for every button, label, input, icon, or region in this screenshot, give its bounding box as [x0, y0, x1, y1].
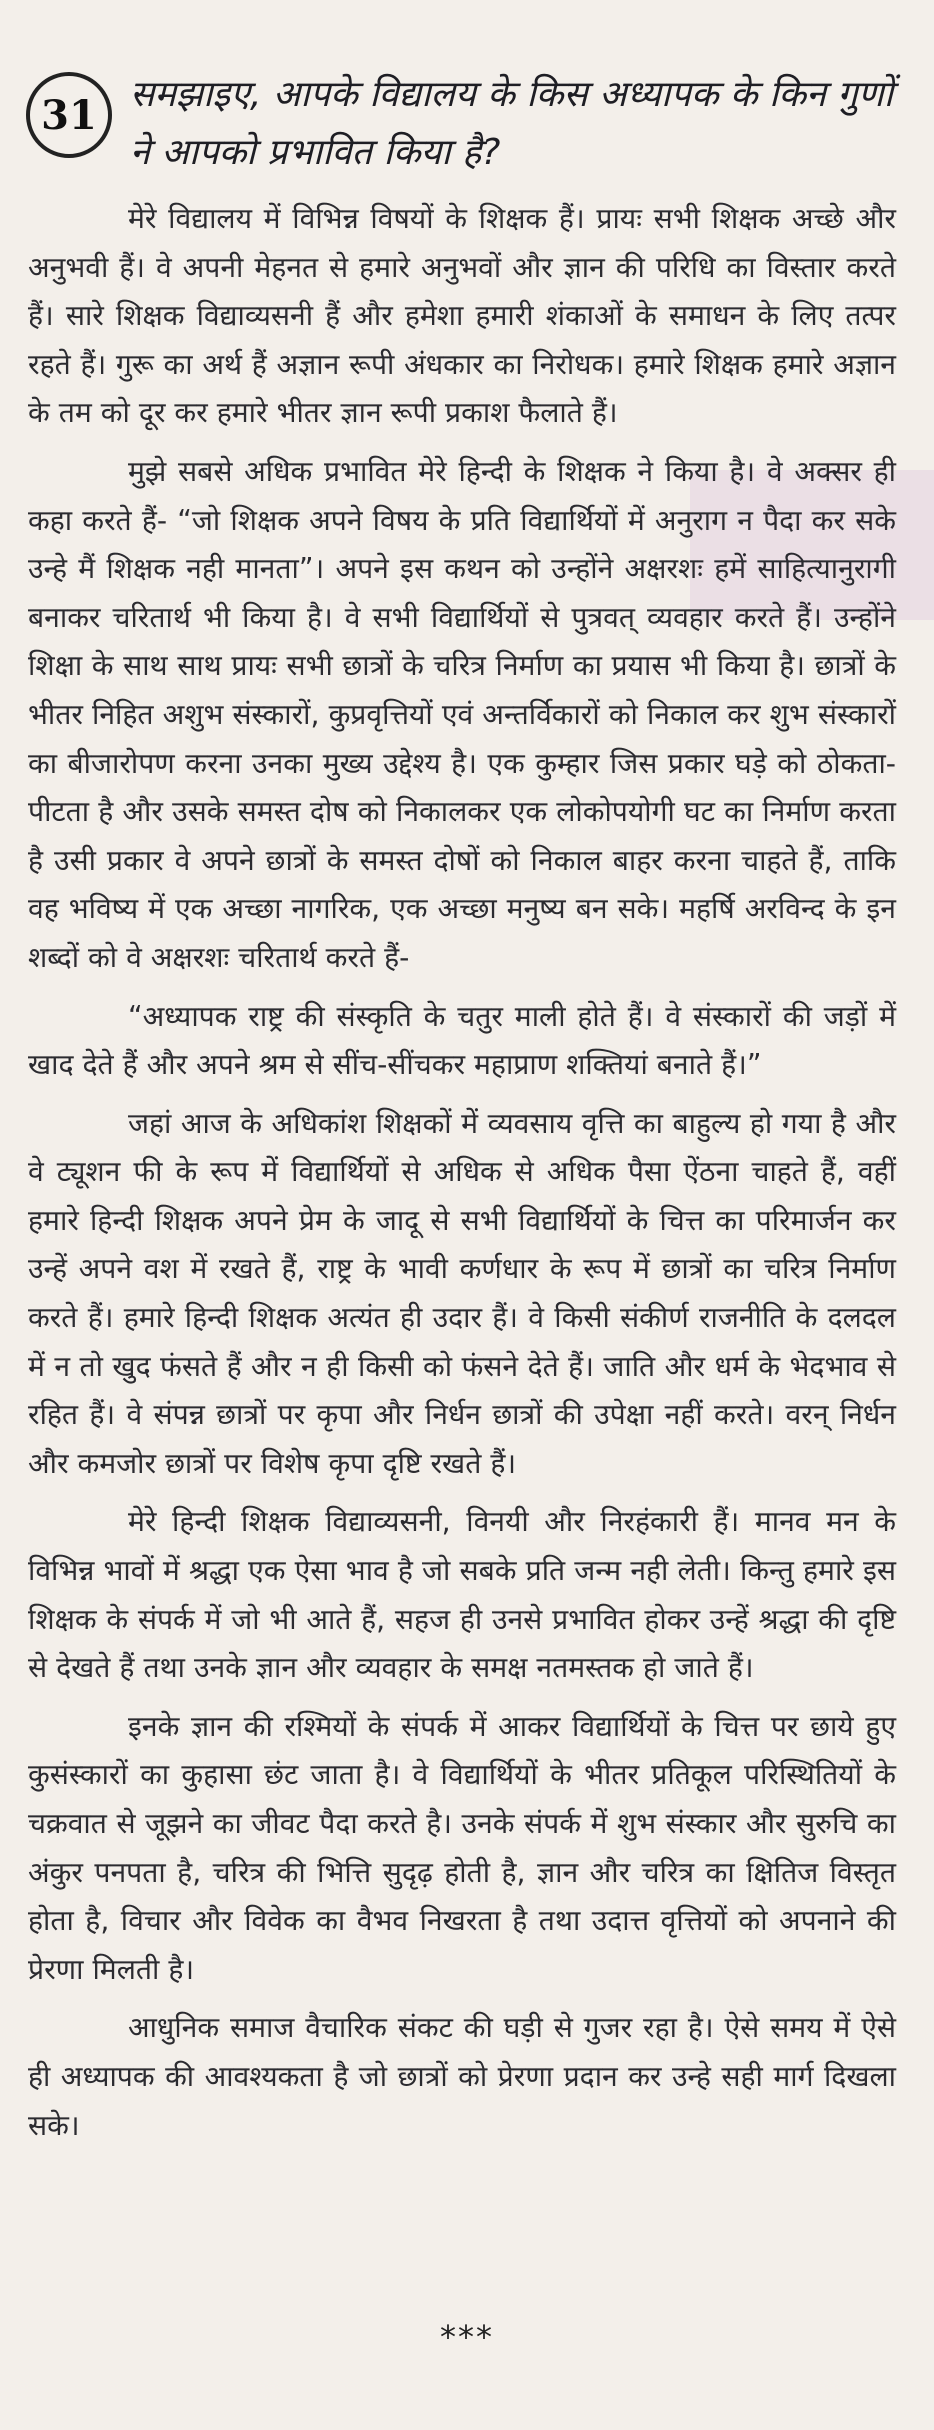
- paragraph-intro: मेरे विद्यालय में विभिन्न विषयों के शिक्षक हैं। प्रायः सभी शिक्षक अच्छे और अनुभवी हैं। वे अपनी मेहनत से हमारे अनुभवों और ज्ञान की परिधि का विस्तार करते हैं। सारे शिक्षक विद्याव्यसनी हैं और हमेशा हमारी शंकाओं के समाधन के लिए तत्पर रहते हैं। गुरू का अर्थ हैं अज्ञान रूपी अंधकार का निरोधक। हमारे शिक्षक हमारे अज्ञान के तम को दूर कर हमारे भीतर ज्ञान रूपी प्रकाश फैलाते हैं।: [28, 202, 896, 430]
- footer-ornament: ***: [440, 2318, 494, 2356]
- answer-body: [28, 195, 896, 2160]
- paragraph-humility: मेरे हिन्दी शिक्षक विद्याव्यसनी, विनयी और निरहंकारी हैं। मानव मन के विभिन्न भावों में श्रद्धा एक ऐसा भाव है जो सबके प्रति जन्म नही लेती। किन्तु हमारे इस शिक्षक के संपर्क में जो भी आते हैं, सहज ही उनसे प्रभावित होकर उन्हें श्रद्धा की दृष्टि से देखते हैं तथा उनके ज्ञान और व्यवहार के समक्ष नतमस्तक हो जाते हैं।: [28, 1505, 896, 1685]
- paragraph-hindi-teacher: मुझे सबसे अधिक प्रभावित मेरे हिन्दी के शिक्षक ने किया है। वे अक्सर ही कहा करते हैं- “जो शिक्षक अपने विषय के प्रति विद्यार्थियों में अनुराग न पैदा कर सके उन्हे मैं शिक्षक नही मानता”। अपने इस कथन को उन्होंने अक्षरशः हमें साहित्यानुरागी बनाकर चरितार्थ भी किया है। वे सभी विद्यार्थियों से पुत्रवत् व्यवहार करते हैं। उन्होंने शिक्षा के साथ साथ प्रायः सभी छात्रों के चरित्र निर्माण का प्रयास भी किया है। छात्रों के भीतर निहित अशुभ संस्कारों, कुप्रवृत्तियों एवं अन्तर्विकारों को निकाल कर शुभ संस्कारों का बीजारोपण करना उनका मुख्य उद्देश्य है। एक कुम्हार जिस प्रकार घड़े को ठोकता-पीटता है और उसके समस्त दोष को निकालकर एक लोकोपयोगी घट का निर्माण करता है उसी प्रकार वे अपने छात्रों के समस्त दोषों को निकाल बाहर करना चाहते हैं, ताकि वह भविष्य में एक अच्छा नागरिक, एक अच्छा मनुष्य बन सके। महर्षि अरविन्द के इन शब्दों को वे अक्षरशः चरितार्थ करते हैं-: [28, 454, 896, 974]
- paragraph-qualities: जहां आज के अधिकांश शिक्षकों में व्यवसाय वृत्ति का बाहुल्य हो गया है और वे ट्यूशन फी के रूप में विद्यार्थियों से अधिक से अधिक पैसा ऐंठना चाहते हैं, वहीं हमारे हिन्दी शिक्षक अपने प्रेम के जादू से सभी विद्यार्थियों के चित्त का परिमार्जन कर उन्हें अपने वश में रखते हैं, राष्ट्र के भावी कर्णधार के रूप में छात्रों का चरित्र निर्माण करते हैं। हमारे हिन्दी शिक्षक अत्यंत ही उदार हैं। वे किसी संकीर्ण राजनीति के दलदल में न तो खुद फंसते हैं और न ही किसी को फंसने देते हैं। जाति और धर्म के भेदभाव से रहित हैं। वे संपन्न छात्रों पर कृपा और निर्धन छात्रों की उपेक्षा नहीं करते। वरन् निर्धन और कमजोर छात्रों पर विशेष कृपा दृष्टि रखते हैं।: [28, 1106, 896, 1480]
- question-number-badge: [26, 72, 112, 158]
- paragraph-conclusion: आधुनिक समाज वैचारिक संकट की घड़ी से गुजर रहा है। ऐसे समय में ऐसे ही अध्यापक की आवश्यकता है जो छात्रों को प्रेरणा प्रदान कर उन्हे सही मार्ग दिखला सके।: [28, 2011, 896, 2142]
- question-heading: समझाइए, आपके विद्यालय के किस अध्यापक के किन गुणों ने आपको प्रभावित किया है?: [130, 74, 894, 173]
- paragraph-influence: इनके ज्ञान की रश्मियों के संपर्क में आकर विद्यार्थियों के चित्त पर छाये हुए कुसंस्कारों का कुहासा छंट जाता है। वे विद्यार्थियों के भीतर प्रतिकूल परिस्थितियों के चक्रवात से जूझने का जीवट पैदा करते है। उनके संपर्क में शुभ संस्कार और सुरुचि का अंकुर पनपता है, चरित्र की भित्ति सुदृढ़ होती है, ज्ञान और चरित्र का क्षितिज विस्तृत होता है, विचार और विवेक का वैभव निखरता है तथा उदात्त वृत्तियों को अपनाने की प्रेरणा मिलती है।: [28, 1709, 896, 1986]
- paragraph-quote: “अध्यापक राष्ट्र की संस्कृति के चतुर माली होते हैं। वे संस्कारों की जड़ों में खाद देते हैं और अपने श्रम से सींच-सींचकर महाप्राण शक्तियां बनाते हैं।”: [28, 999, 896, 1082]
- question-number: 31: [41, 91, 97, 139]
